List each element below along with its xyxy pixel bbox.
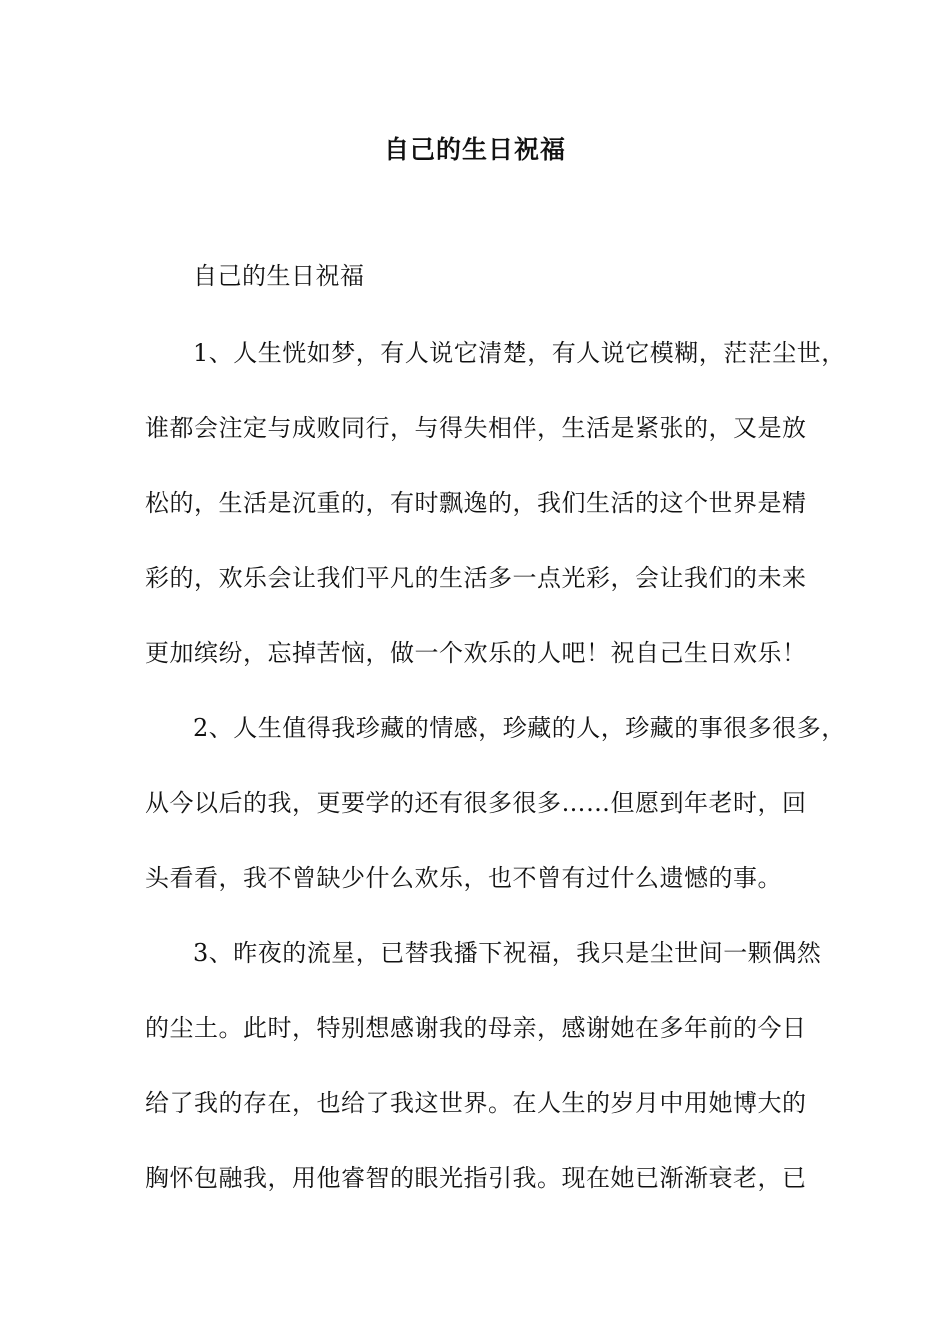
- paragraph-line: 彩的，欢乐会让我们平凡的生活多一点光彩，会让我们的未来: [145, 564, 807, 592]
- paragraph-line: 1、人生恍如梦，有人说它清楚，有人说它模糊，茫茫尘世，: [193, 339, 846, 367]
- paragraph-line: 更加缤纷，忘掉苦恼，做一个欢乐的人吧！祝自己生日欢乐！: [145, 639, 807, 667]
- paragraph-line: 3、昨夜的流星，已替我播下祝福，我只是尘世间一颗偶然: [193, 939, 822, 967]
- paragraph-line: 给了我的存在，也给了我这世界。在人生的岁月中用她博大的: [145, 1089, 807, 1117]
- paragraph-line: 谁都会注定与成败同行，与得失相伴，生活是紧张的，又是放: [145, 414, 807, 442]
- document-title: 自己的生日祝福: [383, 135, 566, 164]
- paragraph-line: 的尘土。此时，特别想感谢我的母亲，感谢她在多年前的今日: [145, 1014, 807, 1042]
- paragraph-line: 头看看，我不曾缺少什么欢乐，也不曾有过什么遗憾的事。: [145, 864, 782, 892]
- subtitle-line: 自己的生日祝福: [193, 262, 365, 290]
- paragraph-line: 从今以后的我，更要学的还有很多很多……但愿到年老时，回: [145, 789, 807, 817]
- paragraph-line: 胸怀包融我，用他睿智的眼光指引我。现在她已渐渐衰老，已: [145, 1164, 807, 1192]
- paragraph-line: 2、人生值得我珍藏的情感，珍藏的人，珍藏的事很多很多，: [193, 714, 846, 742]
- paragraph-line: 松的，生活是沉重的，有时飘逸的，我们生活的这个世界是精: [145, 489, 807, 517]
